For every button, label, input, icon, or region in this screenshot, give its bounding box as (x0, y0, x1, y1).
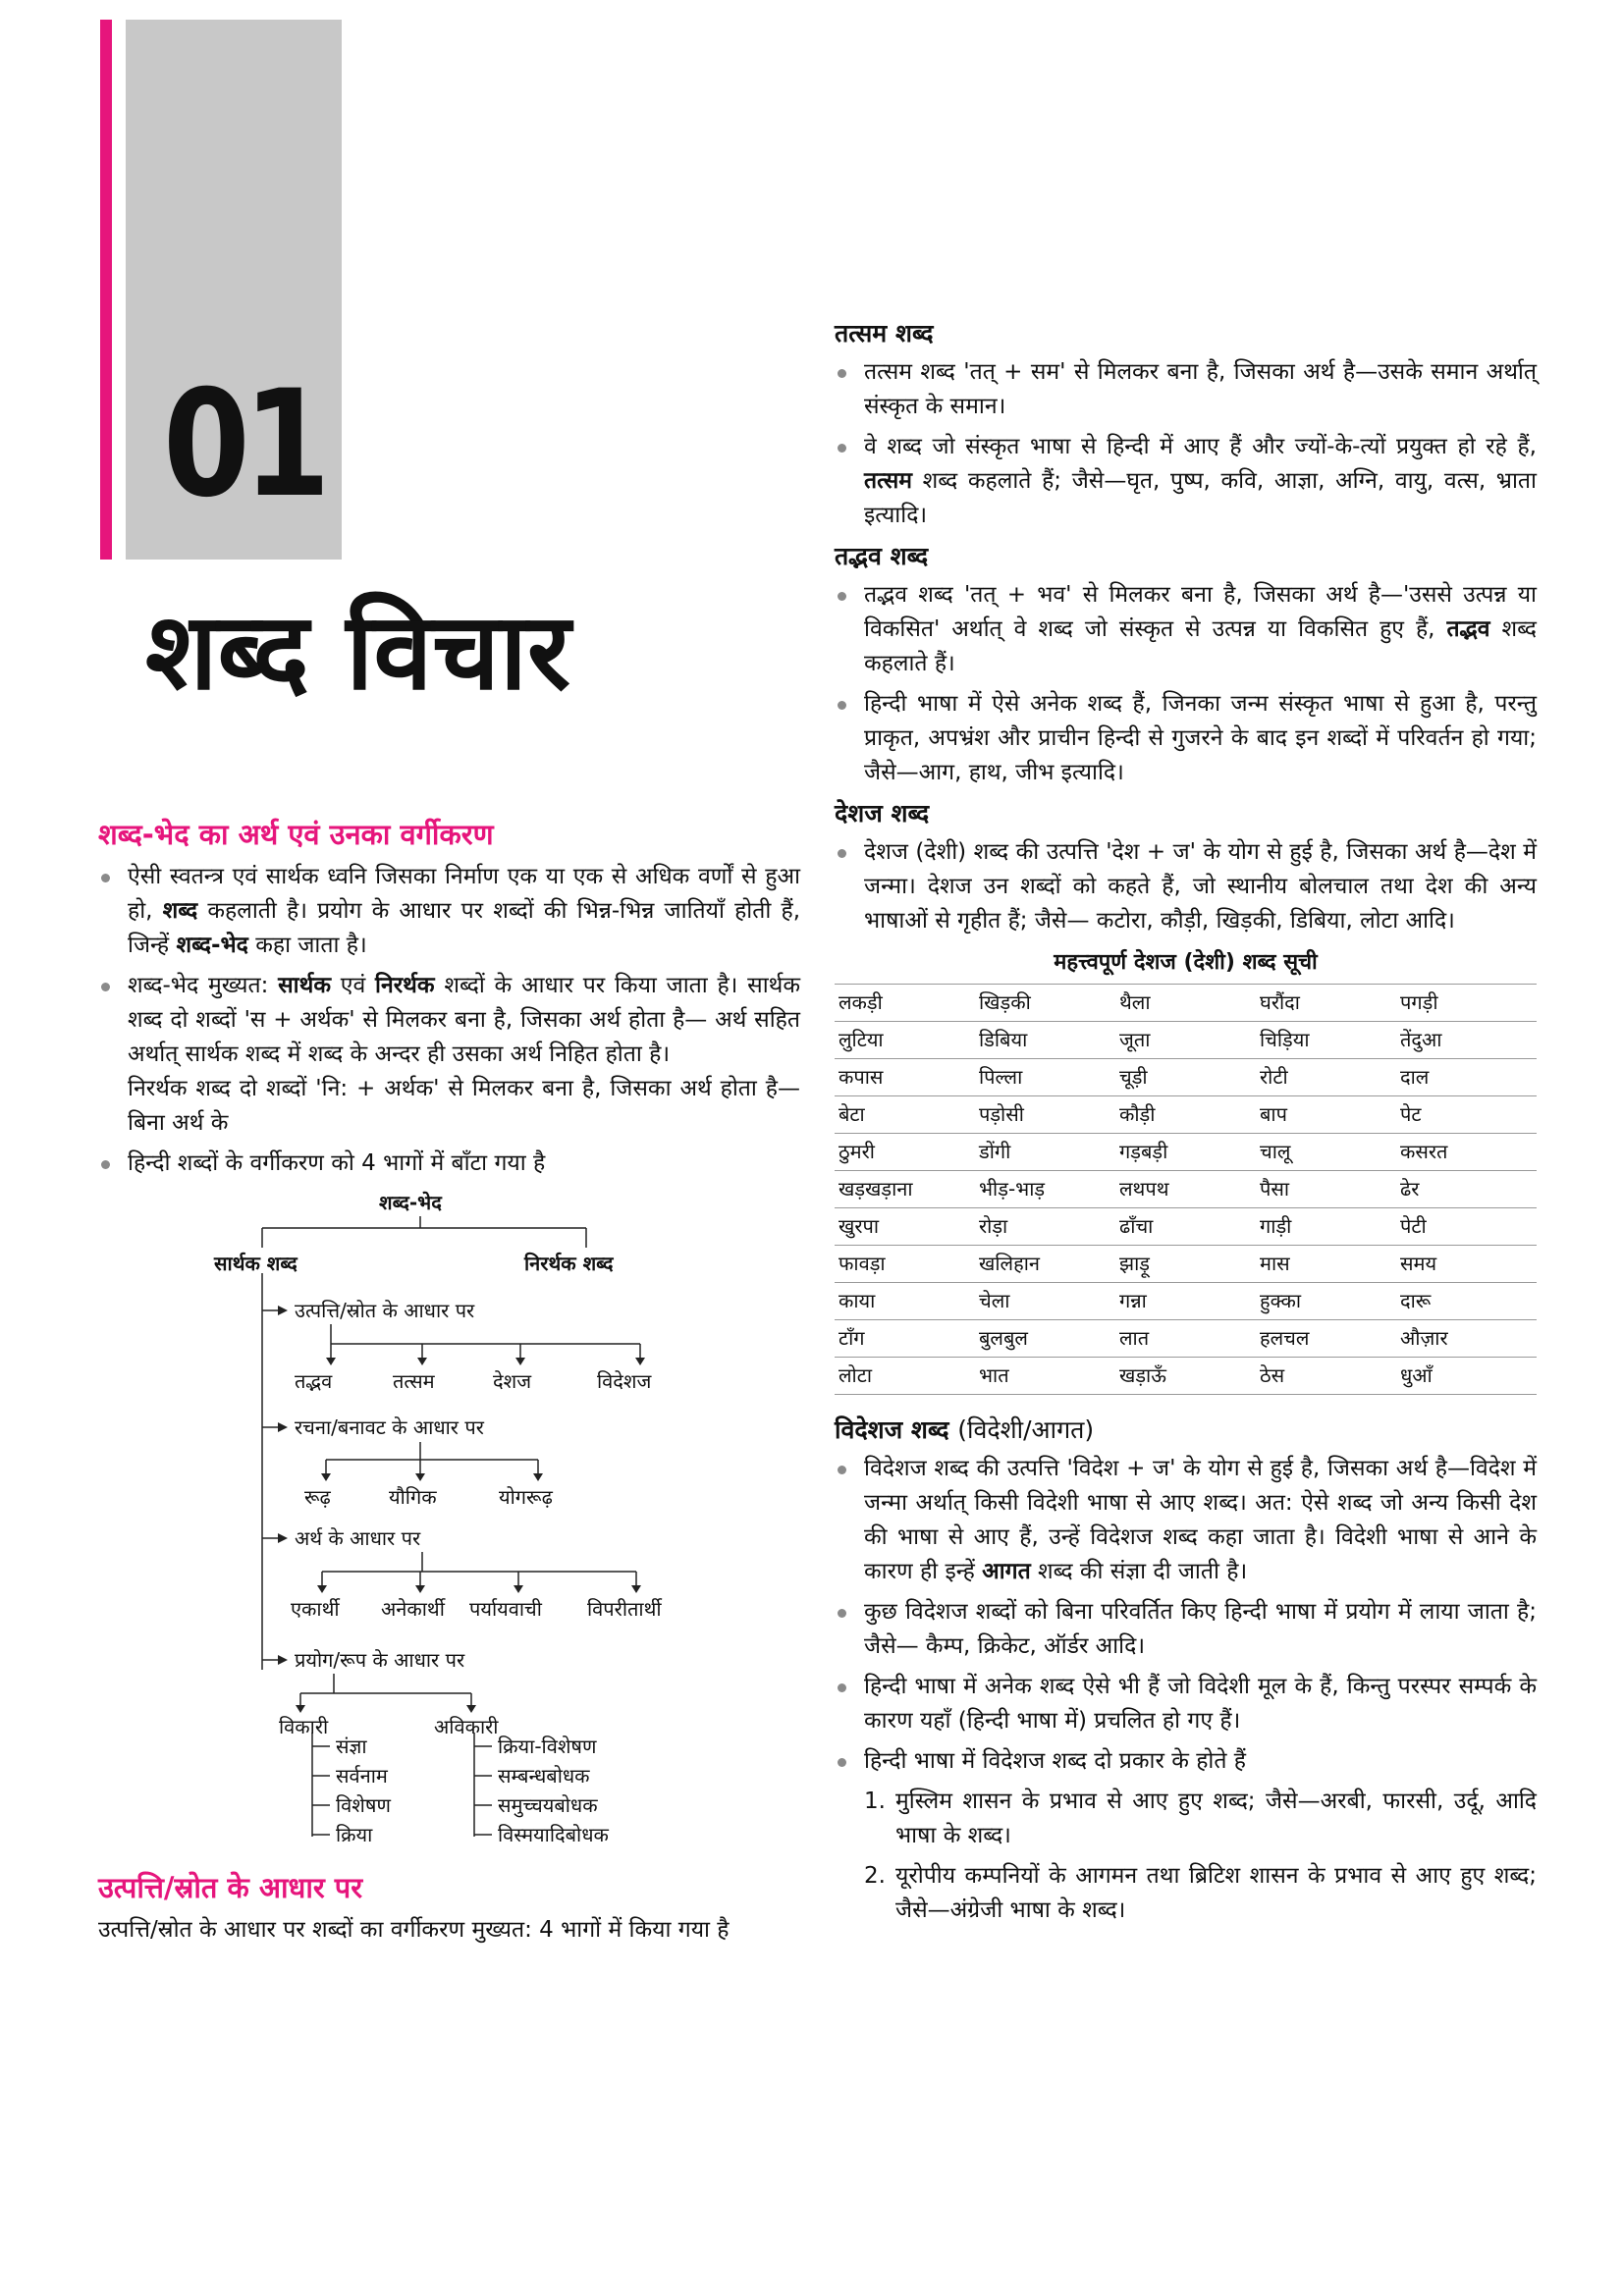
tree-leaf: देशज (493, 1369, 532, 1393)
tree-node-nirarthak: निरर्थक शब्द (524, 1252, 614, 1275)
text: शब्दों के आधार पर किया जाता है। सार्थक शब्द दो शब्दों 'स + अर्थक' से मिलकर बना है, जिसका अर्थ होता है— अर्थ सहित अर्थात् सार्थक शब्द में शब्द के अन्दर ही उसका अर्थ निहित होता है। (128, 973, 801, 1067)
heading-text: विदेशज शब्द (835, 1415, 949, 1444)
table-cell: तेंदुआ (1396, 1022, 1537, 1059)
table-caption: महत्त्वपूर्ण देशज (देशी) शब्द सूची (1054, 950, 1318, 975)
bullet-item: तत्सम शब्द 'तत् + सम' से मिलकर बना है, जिसका अर्थ है—उसके समान अर्थात् संस्कृत के समान। (835, 355, 1537, 424)
table-cell: घरौंदा (1256, 985, 1396, 1022)
tree-leaf: रूढ़ (304, 1485, 331, 1509)
bullet-item (98, 969, 800, 1141)
text: शब्द कहलाते हैं। (864, 616, 1537, 676)
tree-leaf: विदेशज (597, 1369, 652, 1393)
chapter-number: 01 (163, 359, 324, 530)
text: शब्द कहलाते हैं; जैसे—घृत, पुष्प, कवि, आज्ञा, अग्नि, वायु, वत्स, भ्राता इत्यादि। (864, 468, 1537, 528)
bullet-item (835, 430, 1537, 533)
item-text: मुस्लिम शासन के प्रभाव से आए हुए शब्द; जैसे—अरबी, फारसी, उर्दू, आदि भाषा के शब्द। (895, 1789, 1537, 1848)
table-cell: धुआँ (1396, 1358, 1537, 1395)
table-cell: मास (1256, 1246, 1396, 1283)
tree-node-prayog: प्रयोग/रूप के आधार पर (295, 1648, 465, 1672)
section-heading: उत्पत्ति/स्रोत के आधार पर (98, 1871, 363, 1904)
item-number: 1. (864, 1789, 886, 1814)
table-cell: ढेर (1396, 1171, 1537, 1208)
table-cell: पिल्ला (975, 1059, 1115, 1096)
subsection-heading: देशज शब्द (835, 799, 930, 828)
bullet-list (835, 835, 1537, 938)
bullet-item: हिन्दी भाषा में अनेक शब्द ऐसे भी हैं जो विदेशी मूल के हैं, किन्तु परस्पर सम्पर्क के कारण यहाँ (हिन्दी भाषा में) प्रचलित हो गए हैं। (835, 1670, 1537, 1738)
paragraph: उत्पत्ति/स्रोत के आधार पर शब्दों का वर्गीकरण मुख्यत: 4 भागों में किया गया है (98, 1917, 730, 1943)
table-cell: भात (975, 1358, 1115, 1395)
tree-leaf: समुच्चयबोधक (498, 1793, 598, 1817)
tree-lines (98, 1187, 800, 1864)
text: कहा जाता है। (255, 933, 367, 958)
table-cell: चिड़िया (1256, 1022, 1396, 1059)
tree-leaf: विशेषण (336, 1793, 391, 1817)
table-cell: खड़ाऊँ (1115, 1358, 1256, 1395)
table-cell: काया (835, 1283, 975, 1320)
table-cell: भीड़-भाड़ (975, 1171, 1115, 1208)
numbered-list (835, 1785, 1537, 1928)
table-cell: पड़ोसी (975, 1096, 1115, 1134)
table-cell: टाँग (835, 1320, 975, 1358)
table-cell: थैला (1115, 985, 1256, 1022)
bullet-item (98, 860, 800, 963)
table-cell: लुटिया (835, 1022, 975, 1059)
table-cell: कपास (835, 1059, 975, 1096)
table-row (835, 1096, 1537, 1134)
subsection-heading: तद्भव शब्द (835, 542, 929, 570)
tree-leaf: सर्वनाम (336, 1764, 388, 1788)
tree-leaf: यौगिक (389, 1485, 437, 1509)
deshaj-word-table (835, 984, 1537, 1395)
tree-node-avikari: अविकारी (434, 1715, 499, 1738)
bold-term: निरर्थक (375, 973, 435, 998)
accent-bar (100, 20, 112, 560)
table-cell: बुलबुल (975, 1320, 1115, 1358)
table-cell: खलिहान (975, 1246, 1115, 1283)
table-cell: रोड़ा (975, 1208, 1115, 1246)
table-cell: कौड़ी (1115, 1096, 1256, 1134)
table-row (835, 1208, 1537, 1246)
table-cell: चेला (975, 1283, 1115, 1320)
bullet-item: हिन्दी शब्दों के वर्गीकरण को 4 भागों में बाँटा गया है (98, 1147, 800, 1181)
text: शब्द की संज्ञा दी जाती है। (1038, 1559, 1248, 1584)
table-row (835, 1022, 1537, 1059)
table-cell: दारू (1396, 1283, 1537, 1320)
table-cell: खड़खड़ाना (835, 1171, 975, 1208)
table-cell: पेटी (1396, 1208, 1537, 1246)
bullet-list (835, 355, 1537, 533)
bullet-item: हिन्दी भाषा में विदेशज शब्द दो प्रकार के होते हैं (835, 1744, 1537, 1779)
tree-node-sarthak: सार्थक शब्द (214, 1252, 298, 1275)
table-cell: हुक्का (1256, 1283, 1396, 1320)
table-row (835, 1134, 1537, 1171)
table-cell: पैसा (1256, 1171, 1396, 1208)
table-cell: बाप (1256, 1096, 1396, 1134)
bullet-list (835, 578, 1537, 790)
table-cell: ठुमरी (835, 1134, 975, 1171)
table-cell: लकड़ी (835, 985, 975, 1022)
tree-leaf: अनेकार्थी (381, 1597, 445, 1621)
section-heading: शब्द-भेद का अर्थ एवं उनका वर्गीकरण (98, 818, 494, 851)
heading-suffix: (विदेशी/आगत) (957, 1415, 1095, 1444)
table-row (835, 1283, 1537, 1320)
table-cell: बेटा (835, 1096, 975, 1134)
table-cell: चालू (1256, 1134, 1396, 1171)
table-cell: हलचल (1256, 1320, 1396, 1358)
table-cell: लोटा (835, 1358, 975, 1395)
tree-node-vikari: विकारी (279, 1715, 329, 1738)
left-column (98, 815, 800, 1948)
table-row (835, 985, 1537, 1022)
text: कहलाती है। प्रयोग के आधार पर शब्दों की भिन्न-भिन्न जातियाँ होती हैं, जिन्हें (128, 898, 801, 958)
table-cell: ढाँचा (1115, 1208, 1256, 1246)
text: वे शब्द जो संस्कृत भाषा से हिन्दी में आए हैं और ज्यों-के-त्यों प्रयुक्त हो रहे हैं, (864, 434, 1537, 459)
table-cell: डिबिया (975, 1022, 1115, 1059)
bold-term: शब्द (162, 898, 198, 924)
table-cell: गड़बड़ी (1115, 1134, 1256, 1171)
bold-term: सार्थक (278, 973, 331, 998)
table-cell: पगड़ी (1396, 985, 1537, 1022)
bullet-list (98, 860, 800, 1181)
chapter-title: शब्द विचार (145, 591, 571, 714)
tree-leaf: संज्ञा (336, 1735, 367, 1758)
table-row (835, 1246, 1537, 1283)
tree-leaf: तत्सम (393, 1369, 435, 1393)
table-row (835, 1320, 1537, 1358)
classification-tree (98, 1187, 800, 1864)
table-cell: फावड़ा (835, 1246, 975, 1283)
subsection-heading (835, 1413, 1537, 1448)
numbered-item (864, 1785, 1537, 1853)
bullet-item: कुछ विदेशज शब्दों को बिना परिवर्तित किए हिन्दी भाषा में प्रयोग में लाया जाता है; जैसे— कैम्प, क्रिकेट, ऑर्डर आदि। (835, 1595, 1537, 1664)
table-cell: पेट (1396, 1096, 1537, 1134)
item-text: यूरोपीय कम्पनियों के आगमन तथा ब्रिटिश शासन के प्रभाव से आए हुए शब्द; जैसे—अंग्रेजी भाषा के शब्द। (895, 1863, 1537, 1923)
bullet-item (835, 1452, 1537, 1589)
tree-leaf: विपरीतार्थी (587, 1597, 662, 1621)
item-number: 2. (864, 1863, 886, 1889)
text: विदेशज शब्द की उत्पत्ति 'विदेश + ज' के योग से हुई है, जिसका अर्थ है—विदेश में जन्मा अर्थात् किसी विदेशी भाषा से आए शब्द। अत: ऐसे शब्द जो अन्य किसी देश की भाषा से आए हैं, उन्हें विदेशज शब्द कहा जाता है। विदेशी भाषा से आने के कारण ही इन्हें (864, 1456, 1537, 1584)
table-cell: झाड़ू (1115, 1246, 1256, 1283)
tree-root: शब्द-भेद (379, 1191, 442, 1214)
bullet-item: देशज (देशी) शब्द की उत्पत्ति 'देश + ज' के योग से हुई है, जिसका अर्थ है—देश में जन्मा। देशज उन शब्दों को कहते हैं, जो स्थानीय बोलचाल तथा देश की अन्य भाषाओं से गृहीत हैं; जैसे— कटोरा, कौड़ी, खिड़की, डिबिया, लोटा आदि। (835, 835, 1537, 938)
text: शब्द-भेद मुख्यत: (128, 973, 269, 998)
numbered-item (864, 1859, 1537, 1928)
table-cell: समय (1396, 1246, 1537, 1283)
table-row (835, 1171, 1537, 1208)
subsection-heading: तत्सम शब्द (835, 319, 934, 347)
bold-term: तद्भव (1446, 616, 1490, 642)
tree-node-arth: अर्थ के आधार पर (295, 1526, 421, 1550)
table-cell: गन्ना (1115, 1283, 1256, 1320)
table-cell: डोंगी (975, 1134, 1115, 1171)
table-cell: ठेस (1256, 1358, 1396, 1395)
tree-leaf: विस्मयादिबोधक (498, 1823, 609, 1846)
table-cell: गाड़ी (1256, 1208, 1396, 1246)
text: एवं (340, 973, 366, 998)
table-row (835, 1059, 1537, 1096)
tree-leaf: तद्भव (295, 1369, 333, 1393)
table-cell: दाल (1396, 1059, 1537, 1096)
tree-leaf: पर्यायवाची (469, 1597, 542, 1621)
table-cell: लथपथ (1115, 1171, 1256, 1208)
bullet-list (835, 1452, 1537, 1779)
table-cell: खिड़की (975, 985, 1115, 1022)
text: निरर्थक शब्द दो शब्दों 'नि: + अर्थक' से मिलकर बना है, जिसका अर्थ होता है—बिना अर्थ के (128, 1076, 800, 1136)
tree-leaf: एकार्थी (291, 1597, 340, 1621)
table-cell: खुरपा (835, 1208, 975, 1246)
tree-leaf: सम्बन्धबोधक (498, 1764, 590, 1788)
text: तद्भव शब्द 'तत् + भव' से मिलकर बना है, जिसका अर्थ है—'उससे उत्पन्न या विकसित' अर्थात् वे शब्द जो संस्कृत से उत्पन्न या विकसित हुए हैं, (864, 582, 1537, 642)
table-cell: चूड़ी (1115, 1059, 1256, 1096)
tree-leaf: क्रिया (336, 1823, 373, 1846)
bullet-item: हिन्दी भाषा में ऐसे अनेक शब्द हैं, जिनका जन्म संस्कृत भाषा से हुआ है, परन्तु प्राकृत, अपभ्रंश और प्राचीन हिन्दी से गुजरने के बाद इन शब्दों में परिवर्तन हो गया; जैसे—आग, हाथ, जीभ इत्यादि। (835, 687, 1537, 790)
table-row (835, 1358, 1537, 1395)
bullet-item (835, 578, 1537, 681)
right-column (835, 316, 1537, 1934)
bold-term: तत्सम (864, 468, 912, 494)
tree-leaf: क्रिया-विशेषण (498, 1735, 597, 1758)
text: ऐसी स्वतन्त्र एवं सार्थक ध्वनि जिसका निर्माण एक या एक से अधिक वर्णों से हुआ हो, (128, 864, 800, 924)
table-cell: रोटी (1256, 1059, 1396, 1096)
bold-term: शब्द-भेद (176, 933, 248, 958)
bold-term: आगत (982, 1559, 1031, 1584)
tree-leaf: योगरूढ़ (499, 1485, 553, 1509)
table-cell: जूता (1115, 1022, 1256, 1059)
table-cell: कसरत (1396, 1134, 1537, 1171)
tree-node-rachna: रचना/बनावट के आधार पर (295, 1415, 484, 1439)
table-cell: लात (1115, 1320, 1256, 1358)
table-cell: औज़ार (1396, 1320, 1537, 1358)
tree-node-utpatti: उत्पत्ति/स्रोत के आधार पर (295, 1299, 475, 1322)
